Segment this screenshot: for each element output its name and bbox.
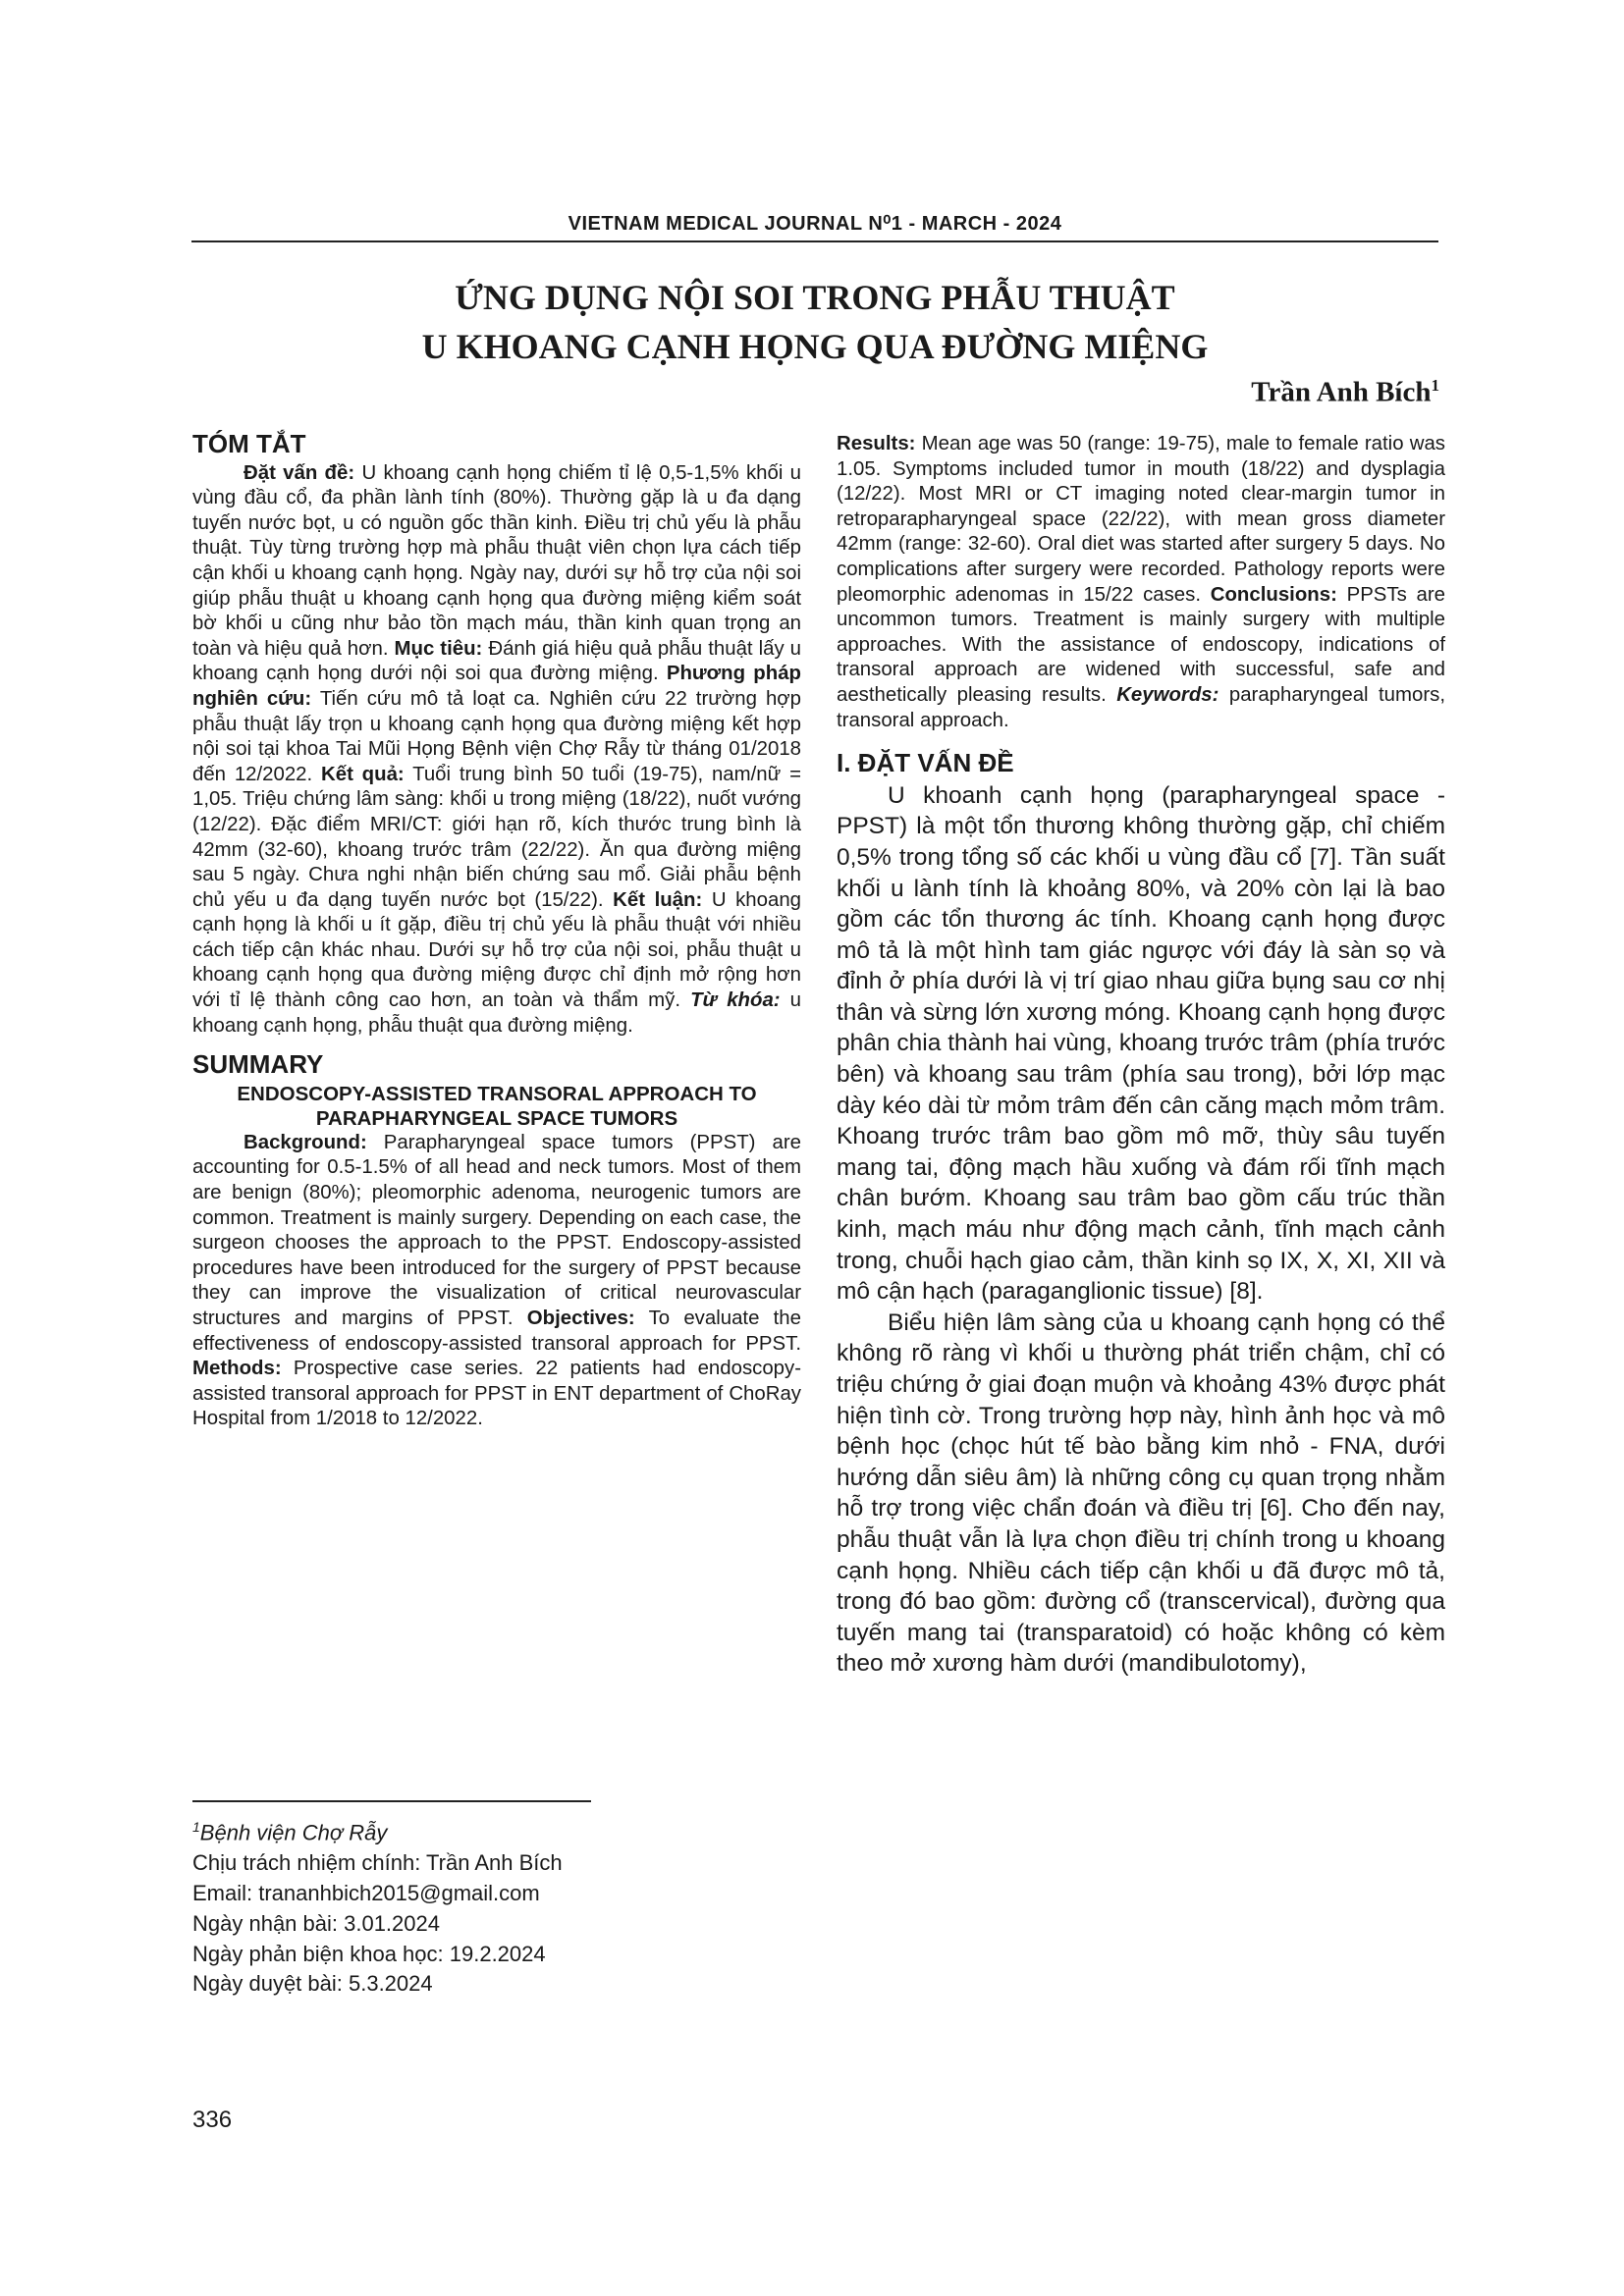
label-result-vi: Kết quả: [321,763,405,785]
summary-body-continued [837,432,1445,733]
text-keywords-en: parapharyngeal tumors, transoral approach. [837,683,1445,731]
text-conclusion-vi: U khoang cạnh họng là khối u ít gặp, điều trị chủ yếu là phẫu thuật với nhiều cách tiếp cận khác nhau. Dưới sự hỗ trợ của nội soi, phẫu thuật u khoang cạnh họng qua đường miệng được chỉ định mở rộng hơn với tỉ lệ thành công cao hơn, an toàn và thẩm mỹ. [192,888,802,1012]
text-result-en: Mean age was 50 (range: 19-75), male to female ratio was 1.05. Symptoms included tumor in mouth (18/22) and dysplagia (12/22). Most MRI or CT imaging noted clear-margin tumor in retroparapharyngeal space (22/22), with mean gross diameter 42mm (range: 32-60). Oral diet was started after surgery 5 days. No complications after surgery were recorded. Pathology reports were pleomorphic adenomas in 15/22 cases. [837,433,1445,606]
label-conclusion-vi: Kết luận: [613,888,703,911]
footnote-received: Ngày nhận bài: 3.01.2024 [192,1910,440,1936]
footnote-rule [192,1800,591,1802]
text-objective-vi: Đánh giá hiệu quả phẫu thuật lấy u khoang cạnh họng dưới nội soi qua đường miệng. [192,637,801,685]
text-keywords-vi: u khoang cạnh họng, phẫu thuật qua đường miệng. [192,989,802,1037]
left-column [192,429,802,1432]
footnote-affiliation-mark: 1 [192,1819,200,1835]
author-affiliation-mark: 1 [1431,376,1439,395]
footnote-responsible: Chịu trách nhiệm chính: Trần Anh Bích [192,1850,563,1876]
summary-subtitle: ENDOSCOPY-ASSISTED TRANSORAL APPROACH TO PARAPHARYNGEAL SPACE TUMORS [237,1082,757,1130]
section-1-heading: I. ĐẶT VẤN ĐỀ [837,748,1014,778]
abstract-vi-heading: TÓM TẮT [192,429,306,458]
author-name [1251,376,1439,409]
text-result-vi: Tuổi trung bình 50 tuổi (19-75), nam/nữ = 1,05. Triệu chứng lâm sàng: khối u trong miệng (18/22), nuốt vướng (12/22). Đặc điểm MRI/CT: giới hạn rõ, kích thước trung bình là 42mm (32-60), khoang trước trâm (22/22). Ăn qua đường miệng sau 5 ngày. Chưa nghi nhận biến chứng sau mổ. Giải phẫu bệnh chủ yếu u đa dạng tuyến nước bọt (15/22). [192,763,801,911]
text-background-en: Parapharyngeal space tumors (PPST) are accounting for 0.5-1.5% of all head and neck tumors. Most of them are benign (80%); pleomorphic adenoma, neurogenic tumors are common. Treatment is mainly surgery. Depending on each case, the surgeon chooses the approach to the PPST. Endoscopy-assisted procedures have been introduced for the surgery of PPST because they can improve the visualization of critical neurovascular structures and margins of PPST. [192,1131,801,1329]
footnote-email: Email: trananhbich2015@gmail.com [192,1880,540,1905]
text-background-vi: U khoang cạnh họng chiếm tỉ lệ 0,5-1,5% khối u vùng đầu cổ, đa phần lành tính (80%). Thường gặp là u đa dạng tuyến nước bọt, u có nguồn gốc thần kinh. Điều trị chủ yếu là phẫu thuật. Tùy từng trường hợp mà phẫu thuật viên chọn lựa cách tiếp cận khối u khoang cạnh họng. Ngày nay, dưới sự hỗ trợ của nội soi giúp phẫu thuật u khoang cạnh họng qua đường miệng kiểm soát bờ khối u cũng như bảo tồn mạch máu, thần kinh quan trọng an toàn và hiệu quả hơn. [192,461,801,660]
author-text: Trần Anh Bích [1251,376,1432,408]
label-method-en: Methods: [192,1358,282,1380]
label-method-vi: Phương pháp nghiên cứu: [192,663,801,710]
title-line-2: U KHOANG CẠNH HỌNG QUA ĐƯỜNG MIỆNG [421,327,1209,366]
label-result-en: Results: [837,433,916,454]
header-rule [191,240,1438,242]
label-objective-en: Objectives: [526,1308,635,1329]
label-background-en: Background: [244,1131,367,1153]
label-keywords-en: Keywords: [1116,683,1219,706]
label-background-vi: Đặt vấn đề: [244,461,355,484]
section-1-paragraph-2: Biểu hiện lâm sàng của u khoang cạnh họng có thể không rõ ràng vì khối u thường phát triển chậm, chỉ có triệu chứng ở giai đoạn muộn và khoảng 43% được phát hiện tình cờ. Trong trường hợp này, hình ảnh học và mô bệnh học (chọc hút tế bào bằng kim nhỏ - FNA, dưới hướng dẫn siêu âm) là những công cụ quan trọng nhằm hỗ trợ trong việc chẩn đoán và điều trị [6]. Cho đến nay, phẫu thuật vẫn là lựa chọn điều trị chính trong u khoang cạnh họng. Nhiều cách tiếp cận khối u đã được mô tả, trong đó bao gồm: đường cổ (transcervical), đường qua tuyến mang tai (transparatoid) có hoặc không có kèm theo mở xương hàm dưới (mandibulotomy), [837,1308,1445,1678]
summary-body [192,1131,801,1432]
text-objective-en: To evaluate the effectiveness of endoscopy-assisted transoral approach for PPST. [192,1308,801,1355]
abstract-vi-body [192,461,801,1040]
label-conclusion-en: Conclusions: [1210,583,1337,606]
label-objective-vi: Mục tiêu: [394,637,483,660]
label-keywords-vi: Từ khóa: [690,989,781,1012]
page-number: 336 [192,2107,233,2133]
footnote-accepted: Ngày duyệt bài: 5.3.2024 [192,1971,433,1997]
text-method-en: Prospective case series. 22 patients had endoscopy-assisted transoral approach for PPST in ENT department of ChoRay Hospital from 1/2018 to 12/2022. [192,1358,801,1430]
summary-heading: SUMMARY [192,1049,324,1080]
running-header: VIETNAM MEDICAL JOURNAL N⁰1 - MARCH - 2024 [568,213,1062,235]
footnote-reviewed: Ngày phản biện khoa học: 19.2.2024 [192,1941,546,1966]
footnotes [192,1812,782,2000]
text-method-vi: Tiến cứu mô tả loạt ca. Nghiên cứu 22 trường hợp phẫu thuật lấy trọn u khoang cạnh họng qua đường miệng kết hợp nội soi tại khoa Tai Mũi Họng Bệnh viện Chợ Rẫy từ tháng 01/2018 đến 12/2022. [192,687,801,785]
article-title [191,273,1438,371]
title-line-1: ỨNG DỤNG NỘI SOI TRONG PHẪU THUẬT [455,278,1175,317]
right-column [837,432,1445,1680]
footnote-affiliation-text: Bệnh viện Chợ Rẫy [199,1820,388,1845]
section-1-paragraph-1: U khoanh cạnh họng (parapharyngeal space - PPST) là một tổn thương không thường gặp, chỉ chiếm 0,5% trong tổng số các khối u vùng đầu cổ [7]. Tần suất khối u lành tính là khoảng 80%, và 20% còn lại là bao gồm các tổn thương ác tính. Khoang cạnh họng được mô tả là một hình tam giác ngược với đáy là sàn sọ và đỉnh ở phía dưới là vị trí giao nhau giữa bụng sau cơ nhị thân và sừng lớn xương móng. Khoang cạnh họng được phân chia thành hai vùng, khoang trước trâm (phía trước bên) và khoang sau trâm (phía sau trong), bởi lớp mạc dày kéo dài từ mỏm trâm đến cân căng mạch mỏm trâm. Khoang trước trâm bao gồm mô mỡ, thùy sâu tuyến mang tai, động mạch hầu xuống và đám rối tĩnh mạch chân bướm. Khoang sau trâm bao gồm cấu trúc thần kinh, mạch máu như động mạch cảnh, tĩnh mạch cảnh trong, chuỗi hạch giao cảm, thần kinh sọ IX, X, XI, XII và mô cận hạch (paraganglionic tissue) [8]. [837,781,1445,1306]
footnote-affiliation [192,1812,782,1848]
text-conclusion-en: PPSTs are uncommon tumors. Treatment is mainly surgery with multiple approaches. With the assistance of endoscopy, indications of transoral approach are widened with successful, safe and aesthetically pleasing results. [837,583,1445,706]
